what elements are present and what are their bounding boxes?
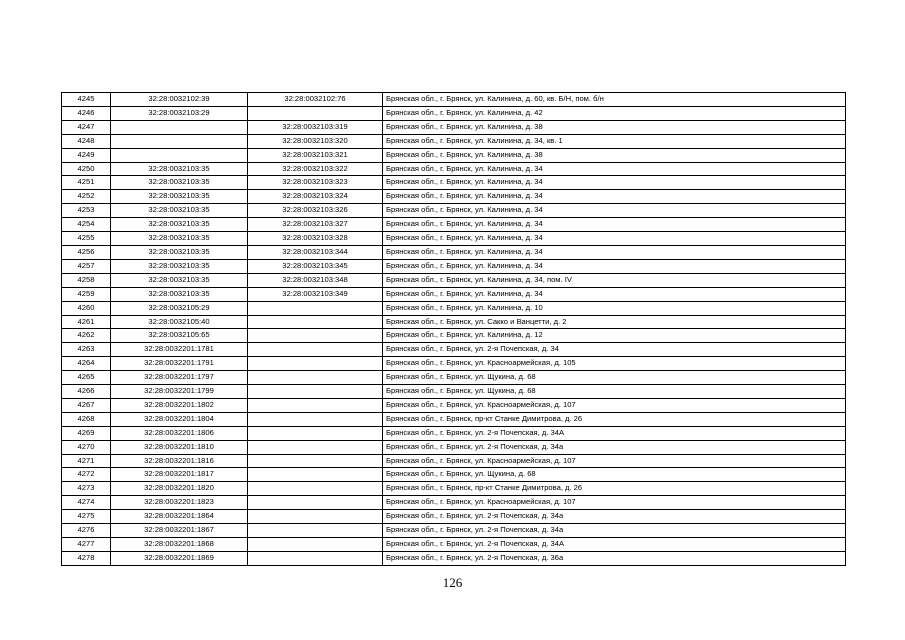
land-parcel-cadastral-number-cell: 32:28:0032201:1867 [111,524,248,538]
land-parcel-cadastral-number-cell: 32:28:0032201:1816 [111,454,248,468]
row-number-cell: 4253 [62,204,111,218]
land-parcel-cadastral-number-cell: 32:28:0032201:1797 [111,371,248,385]
address-cell: Брянская обл., г. Брянск, ул. Красноармейская, д. 107 [383,398,846,412]
table-row [62,148,846,162]
building-cadastral-number-cell: 32:28:0032103:348 [248,273,383,287]
row-number-cell: 4247 [62,120,111,134]
table-row [62,524,846,538]
row-number-cell: 4254 [62,218,111,232]
row-number-cell: 4256 [62,245,111,259]
address-cell: Брянская обл., г. Брянск, ул. Калинина, д. 34 [383,287,846,301]
table-row [62,120,846,134]
land-parcel-cadastral-number-cell: 32:28:0032201:1868 [111,538,248,552]
address-cell: Брянская обл., г. Брянск, пр-кт Станке Димитрова, д. 26 [383,482,846,496]
row-number-cell: 4276 [62,524,111,538]
land-parcel-cadastral-number-cell: 32:28:0032201:1799 [111,385,248,399]
row-number-cell: 4263 [62,343,111,357]
address-cell: Брянская обл., г. Брянск, ул. Калинина, д. 10 [383,301,846,315]
address-cell: Брянская обл., г. Брянск, ул. Калинина, д. 34 [383,162,846,176]
land-parcel-cadastral-number-cell: 32:28:0032103:35 [111,204,248,218]
row-number-cell: 4261 [62,315,111,329]
address-cell: Брянская обл., г. Брянск, ул. Калинина, д. 34 [383,190,846,204]
land-parcel-cadastral-number-cell: 32:28:0032102:39 [111,93,248,107]
row-number-cell: 4250 [62,162,111,176]
table-row [62,468,846,482]
address-cell: Брянская обл., г. Брянск, ул. Калинина, д. 34 [383,259,846,273]
address-cell: Брянская обл., г. Брянск, ул. Калинина, д. 12 [383,329,846,343]
land-parcel-cadastral-number-cell: 32:28:0032201:1791 [111,357,248,371]
table-row [62,245,846,259]
row-number-cell: 4264 [62,357,111,371]
table-row [62,551,846,565]
address-cell: Брянская обл., г. Брянск, ул. Калинина, д. 42 [383,106,846,120]
address-cell: Брянская обл., г. Брянск, ул. Калинина, д. 38 [383,148,846,162]
building-cadastral-number-cell: 32:28:0032103:322 [248,162,383,176]
land-parcel-cadastral-number-cell: 32:28:0032103:35 [111,273,248,287]
table-row [62,190,846,204]
land-parcel-cadastral-number-cell: 32:28:0032201:1820 [111,482,248,496]
table-row [62,426,846,440]
table-row [62,440,846,454]
building-cadastral-number-cell [248,385,383,399]
building-cadastral-number-cell [248,482,383,496]
address-cell: Брянская обл., г. Брянск, ул. Калинина, д. 38 [383,120,846,134]
table-row [62,496,846,510]
row-number-cell: 4278 [62,551,111,565]
land-parcel-cadastral-number-cell: 32:28:0032103:29 [111,106,248,120]
building-cadastral-number-cell: 32:28:0032102:76 [248,93,383,107]
land-parcel-cadastral-number-cell: 32:28:0032201:1810 [111,440,248,454]
address-cell: Брянская обл., г. Брянск, ул. Калинина, д. 34, кв. 1 [383,134,846,148]
table-row [62,538,846,552]
land-parcel-cadastral-number-cell: 32:28:0032105:65 [111,329,248,343]
building-cadastral-number-cell: 32:28:0032103:345 [248,259,383,273]
row-number-cell: 4257 [62,259,111,273]
land-parcel-cadastral-number-cell: 32:28:0032105:40 [111,315,248,329]
land-parcel-cadastral-number-cell: 32:28:0032201:1823 [111,496,248,510]
building-cadastral-number-cell [248,426,383,440]
row-number-cell: 4275 [62,510,111,524]
table-row [62,482,846,496]
address-cell: Брянская обл., г. Брянск, ул. 2-я Почепская, д. 34а [383,510,846,524]
building-cadastral-number-cell: 32:28:0032103:323 [248,176,383,190]
table-row [62,106,846,120]
building-cadastral-number-cell [248,106,383,120]
address-cell: Брянская обл., г. Брянск, ул. Красноармейская, д. 107 [383,496,846,510]
land-parcel-cadastral-number-cell: 32:28:0032103:35 [111,287,248,301]
building-cadastral-number-cell: 32:28:0032103:326 [248,204,383,218]
address-cell: Брянская обл., г. Брянск, ул. Калинина, д. 34 [383,245,846,259]
row-number-cell: 4267 [62,398,111,412]
address-cell: Брянская обл., г. Брянск, ул. Калинина, д. 34, пом. IV [383,273,846,287]
address-cell: Брянская обл., г. Брянск, ул. 2-я Почепская, д. 34 [383,343,846,357]
land-parcel-cadastral-number-cell: 32:28:0032201:1806 [111,426,248,440]
table-row [62,301,846,315]
table-row [62,385,846,399]
table-row [62,232,846,246]
address-cell: Брянская обл., г. Брянск, пр-кт Станке Димитрова, д. 26 [383,412,846,426]
land-parcel-cadastral-number-cell: 32:28:0032201:1817 [111,468,248,482]
row-number-cell: 4271 [62,454,111,468]
row-number-cell: 4277 [62,538,111,552]
address-cell: Брянская обл., г. Брянск, ул. Щукина, д. 68 [383,385,846,399]
address-cell: Брянская обл., г. Брянск, ул. Сакко и Ванцетти, д. 2 [383,315,846,329]
building-cadastral-number-cell: 32:28:0032103:327 [248,218,383,232]
table-row [62,343,846,357]
table-row [62,357,846,371]
table-row [62,162,846,176]
table-row [62,510,846,524]
building-cadastral-number-cell [248,315,383,329]
building-cadastral-number-cell [248,524,383,538]
row-number-cell: 4259 [62,287,111,301]
address-cell: Брянская обл., г. Брянск, ул. Щукина, д. 68 [383,468,846,482]
building-cadastral-number-cell: 32:28:0032103:321 [248,148,383,162]
address-cell: Брянская обл., г. Брянск, ул. 2-я Почепская, д. 34а [383,524,846,538]
building-cadastral-number-cell: 32:28:0032103:319 [248,120,383,134]
land-parcel-cadastral-number-cell: 32:28:0032103:35 [111,176,248,190]
table-row [62,218,846,232]
building-cadastral-number-cell [248,412,383,426]
row-number-cell: 4268 [62,412,111,426]
row-number-cell: 4273 [62,482,111,496]
registry-table-body [62,93,846,566]
row-number-cell: 4262 [62,329,111,343]
land-parcel-cadastral-number-cell: 32:28:0032201:1781 [111,343,248,357]
row-number-cell: 4270 [62,440,111,454]
land-parcel-cadastral-number-cell [111,120,248,134]
address-cell: Брянская обл., г. Брянск, ул. Калинина, д. 60, кв. Б/Н, пом. б/н [383,93,846,107]
land-parcel-cadastral-number-cell: 32:28:0032201:1802 [111,398,248,412]
land-parcel-cadastral-number-cell: 32:28:0032103:35 [111,232,248,246]
address-cell: Брянская обл., г. Брянск, ул. Калинина, д. 34 [383,218,846,232]
building-cadastral-number-cell [248,468,383,482]
page-number: 126 [442,575,463,590]
table-row [62,371,846,385]
land-parcel-cadastral-number-cell: 32:28:0032105:29 [111,301,248,315]
building-cadastral-number-cell [248,496,383,510]
address-cell: Брянская обл., г. Брянск, ул. 2-я Почепская, д. 34А [383,426,846,440]
land-parcel-cadastral-number-cell: 32:28:0032103:35 [111,218,248,232]
building-cadastral-number-cell: 32:28:0032103:349 [248,287,383,301]
building-cadastral-number-cell [248,510,383,524]
table-row [62,204,846,218]
row-number-cell: 4265 [62,371,111,385]
address-cell: Брянская обл., г. Брянск, ул. Калинина, д. 34 [383,204,846,218]
building-cadastral-number-cell [248,343,383,357]
land-parcel-cadastral-number-cell: 32:28:0032201:1804 [111,412,248,426]
address-cell: Брянская обл., г. Брянск, ул. Калинина, д. 34 [383,176,846,190]
land-parcel-cadastral-number-cell: 32:28:0032201:1869 [111,551,248,565]
table-row [62,134,846,148]
building-cadastral-number-cell [248,538,383,552]
address-cell: Брянская обл., г. Брянск, ул. Красноармейская, д. 107 [383,454,846,468]
building-cadastral-number-cell [248,454,383,468]
row-number-cell: 4248 [62,134,111,148]
row-number-cell: 4266 [62,385,111,399]
building-cadastral-number-cell [248,301,383,315]
table-row [62,273,846,287]
table-row [62,412,846,426]
building-cadastral-number-cell: 32:28:0032103:344 [248,245,383,259]
row-number-cell: 4255 [62,232,111,246]
table-row [62,315,846,329]
row-number-cell: 4246 [62,106,111,120]
land-parcel-cadastral-number-cell [111,148,248,162]
row-number-cell: 4245 [62,93,111,107]
table-row [62,93,846,107]
row-number-cell: 4252 [62,190,111,204]
building-cadastral-number-cell [248,371,383,385]
building-cadastral-number-cell: 32:28:0032103:324 [248,190,383,204]
row-number-cell: 4272 [62,468,111,482]
land-parcel-cadastral-number-cell: 32:28:0032103:35 [111,259,248,273]
land-parcel-cadastral-number-cell: 32:28:0032103:35 [111,245,248,259]
building-cadastral-number-cell [248,398,383,412]
land-parcel-cadastral-number-cell [111,134,248,148]
table-row [62,176,846,190]
table-row [62,454,846,468]
land-parcel-cadastral-number-cell: 32:28:0032103:35 [111,190,248,204]
table-row [62,287,846,301]
table-row [62,398,846,412]
building-cadastral-number-cell: 32:28:0032103:328 [248,232,383,246]
address-cell: Брянская обл., г. Брянск, ул. Красноармейская, д. 105 [383,357,846,371]
row-number-cell: 4260 [62,301,111,315]
row-number-cell: 4251 [62,176,111,190]
table-row [62,259,846,273]
building-cadastral-number-cell [248,440,383,454]
land-parcel-cadastral-number-cell: 32:28:0032201:1864 [111,510,248,524]
address-cell: Брянская обл., г. Брянск, ул. 2-я Почепская, д. 36а [383,551,846,565]
building-cadastral-number-cell [248,329,383,343]
row-number-cell: 4258 [62,273,111,287]
address-cell: Брянская обл., г. Брянск, ул. Щукина, д. 68 [383,371,846,385]
row-number-cell: 4269 [62,426,111,440]
building-cadastral-number-cell [248,551,383,565]
registry-table [61,92,846,566]
address-cell: Брянская обл., г. Брянск, ул. Калинина, д. 34 [383,232,846,246]
building-cadastral-number-cell: 32:28:0032103:320 [248,134,383,148]
address-cell: Брянская обл., г. Брянск, ул. 2-я Почепская, д. 34а [383,440,846,454]
building-cadastral-number-cell [248,357,383,371]
row-number-cell: 4249 [62,148,111,162]
row-number-cell: 4274 [62,496,111,510]
address-cell: Брянская обл., г. Брянск, ул. 2-я Почепская, д. 34А [383,538,846,552]
table-row [62,329,846,343]
land-parcel-cadastral-number-cell: 32:28:0032103:35 [111,162,248,176]
